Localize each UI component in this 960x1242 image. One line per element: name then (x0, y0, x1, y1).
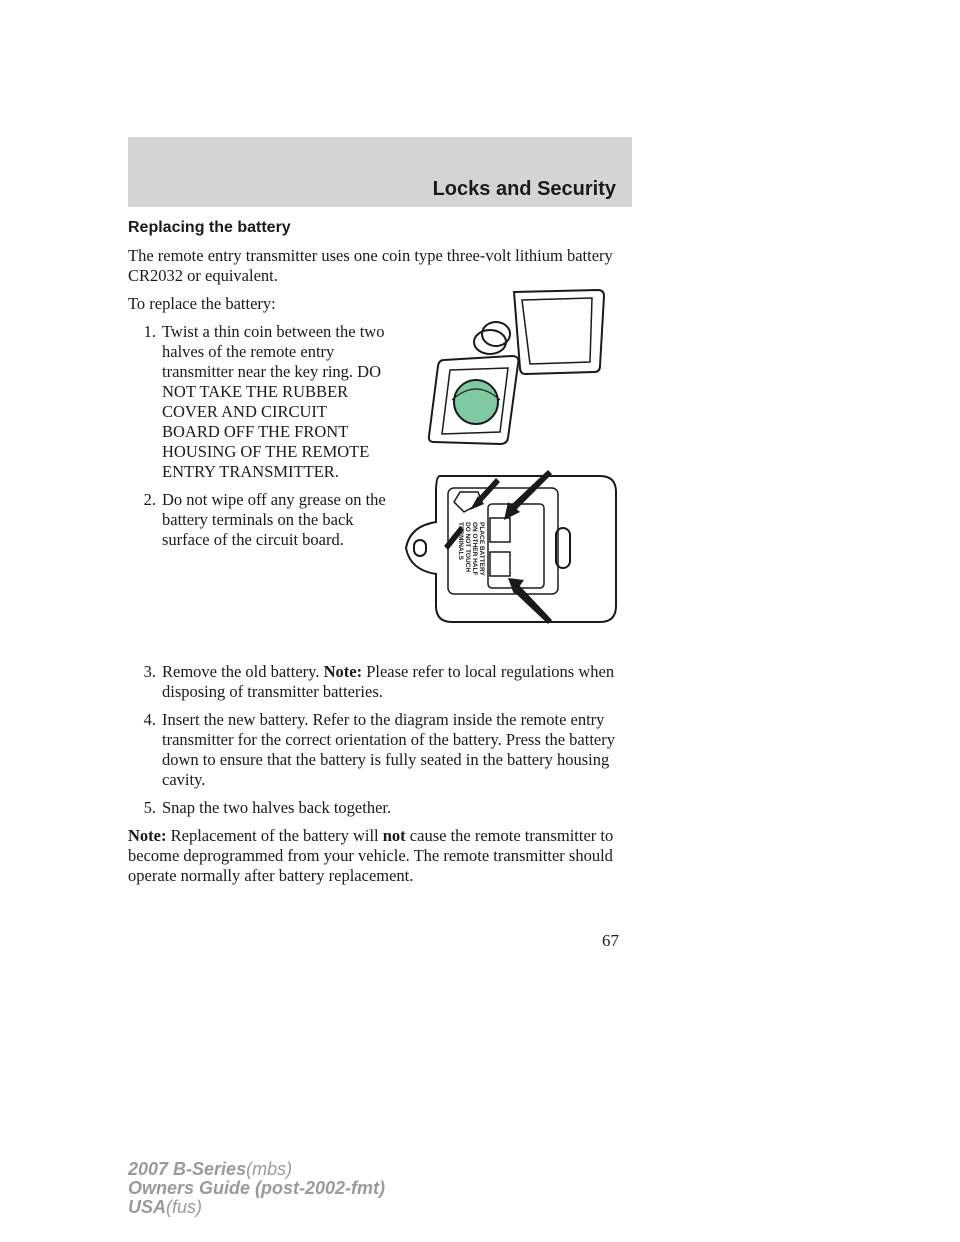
footer-model-code: (mbs) (246, 1159, 293, 1179)
section-title: Locks and Security (432, 178, 616, 200)
step-number: 3. (143, 662, 156, 681)
figure-label-line: PLACE BATTERY (478, 522, 485, 576)
figure-label-line: DO NOT TOUCH (464, 522, 471, 573)
step-3 (128, 662, 632, 702)
intro-paragraph: The remote entry transmitter uses one coin type three-volt lithium battery CR2032 or equivalent. (128, 246, 613, 285)
note-text: Please refer to local regulations when disposing of transmitter batteries. (162, 662, 615, 701)
step-text: Twist a thin coin between the two halves of the remote entry transmitter near the key ring. DO NOT TAKE THE RUBBER COVER AND CIRCUIT BOARD OFF THE FRONT HOUSING OF THE REMOTE ENTRY TRANSMITTER. (162, 322, 385, 481)
step-text: Do not wipe off any grease on the battery terminals on the back surface of the circuit board. (162, 490, 386, 549)
note-label: Note: (323, 662, 363, 681)
lead-paragraph: To replace the battery: (128, 294, 276, 313)
step-text: Remove the old battery. (162, 662, 320, 681)
footer-market: USA (128, 1197, 167, 1217)
footer-guide: Owners Guide (post-2002-fmt) (128, 1178, 386, 1198)
step-5 (128, 798, 632, 818)
step-1 (128, 322, 388, 482)
battery-icon (454, 380, 498, 424)
section-heading: Replacing the battery (128, 219, 291, 236)
document-footer (128, 1160, 385, 1217)
step-number: 1. (143, 322, 156, 341)
header-band (128, 137, 632, 207)
step-text: Snap the two halves back together. (162, 798, 392, 817)
note-emphasis: not (382, 826, 406, 845)
note-label: Note: (128, 826, 167, 845)
footer-model: 2007 B-Series (128, 1159, 247, 1179)
step-number: 4. (143, 710, 156, 729)
closing-note (128, 826, 632, 886)
figure-label-line: ON OTHER HALF (471, 522, 478, 576)
note-text-after: cause the remote transmitter to become deprogrammed from your vehicle. The remote transmitter should operate normally after battery replacement. (128, 826, 614, 885)
page-number: 67 (602, 931, 619, 950)
step-number: 2. (143, 490, 156, 509)
step-2 (128, 490, 388, 550)
note-text-before: Replacement of the battery will (170, 826, 379, 845)
step-text: Insert the new battery. Refer to the diagram inside the remote entry transmitter for the correct orientation of the battery. Press the battery down to ensure that the battery is fully seated in the battery housing cavity. (162, 710, 615, 789)
circuit-board-back-illustration (400, 466, 622, 628)
figure-label-line: TERMINALS (457, 522, 464, 560)
step-number: 5. (143, 798, 156, 817)
keyfob-open-illustration (422, 282, 608, 450)
step-4 (128, 710, 632, 790)
footer-market-code: (fus) (166, 1197, 203, 1217)
